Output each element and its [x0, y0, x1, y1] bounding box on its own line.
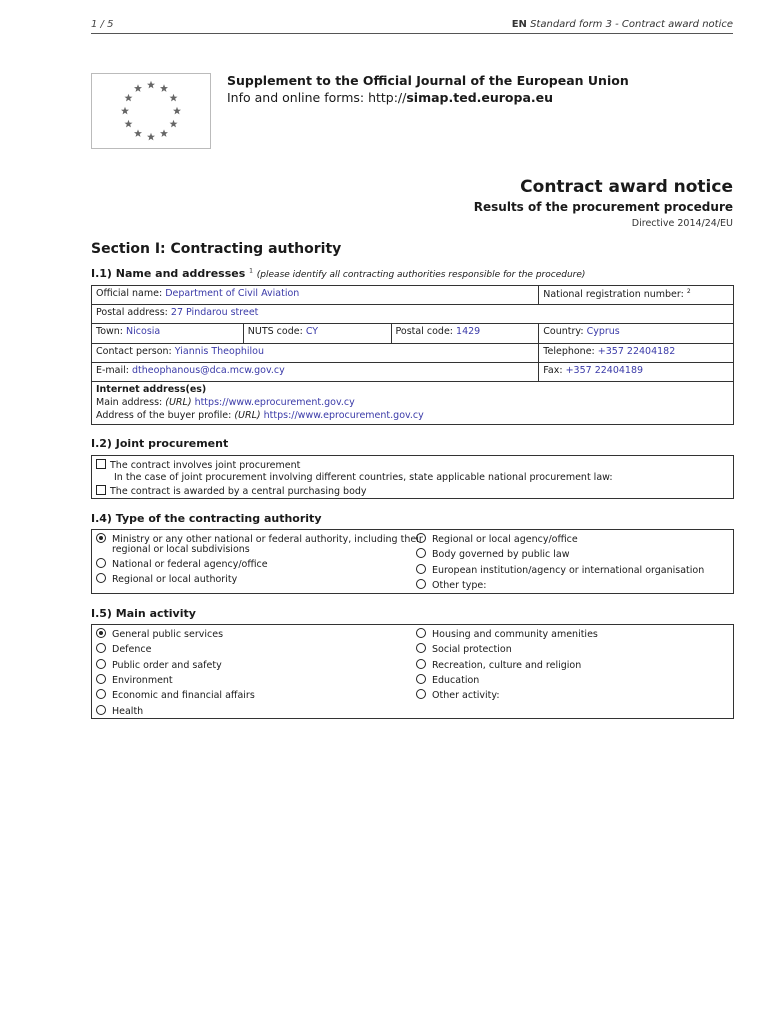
internet-address-cell	[92, 382, 734, 425]
eu-star-icon	[147, 81, 155, 89]
fax-cell	[539, 363, 734, 382]
notice-title: Contract award notice	[520, 177, 733, 197]
section-title: Section I: Contracting authority	[91, 241, 342, 257]
authority-type-other-label: Other type:	[432, 580, 487, 591]
name-address-table	[91, 285, 734, 425]
activity-defence-radio[interactable]	[96, 643, 106, 653]
activity-education-radio[interactable]	[416, 674, 426, 684]
authority-type-other	[416, 579, 486, 592]
activity-environment-radio[interactable]	[96, 674, 106, 684]
i1-title: I.1) Name and addresses	[91, 267, 246, 280]
activity-public-order	[96, 659, 222, 672]
eu-star-icon	[134, 129, 142, 137]
nuts-cell	[243, 324, 391, 344]
authority-type-regional-agency-label: Regional or local agency/office	[432, 534, 578, 545]
supplement-title: Supplement to the Official Journal of the European Union	[227, 73, 629, 88]
info-link[interactable]: simap.ted.europa.eu	[406, 90, 554, 105]
activity-economic	[96, 689, 255, 702]
authority-type-ministry-label: Ministry or any other national or federal authority, including their	[112, 534, 423, 545]
authority-type-regional-authority-label: Regional or local authority	[112, 574, 238, 585]
i1-footnote-mark: 1	[249, 267, 253, 275]
form-name	[512, 19, 733, 30]
eu-star-icon	[160, 84, 168, 92]
telephone-cell	[539, 344, 734, 363]
postal-code-label: Postal code:	[395, 326, 453, 337]
i5-title: I.5) Main activity	[91, 607, 196, 620]
activity-health-label: Health	[112, 706, 144, 717]
authority-type-box	[91, 529, 734, 594]
activity-housing-label: Housing and community amenities	[432, 629, 598, 640]
activity-social-protection	[416, 643, 512, 656]
joint-procurement-checkbox[interactable]	[96, 459, 106, 469]
activity-education	[416, 674, 479, 687]
buyer-url-label: (URL)	[234, 410, 261, 421]
eu-star-icon	[160, 129, 168, 137]
authority-type-national-agency-radio[interactable]	[96, 558, 106, 568]
i2-title: I.2) Joint procurement	[91, 437, 229, 450]
fax-label: Fax:	[543, 365, 563, 376]
town-cell	[92, 324, 244, 344]
contact-person-label: Contact person:	[96, 346, 172, 357]
authority-type-ministry-cont: regional or local subdivisions	[112, 544, 250, 555]
activity-defence-label: Defence	[112, 644, 152, 655]
telephone-value: +357 22404182	[597, 346, 676, 357]
central-purchasing-option	[96, 485, 367, 498]
authority-type-public-law	[416, 548, 569, 561]
authority-type-regional-agency	[416, 533, 578, 546]
authority-type-regional-agency-radio[interactable]	[416, 533, 426, 543]
postal-address-value: 27 Pindarou street	[170, 307, 259, 318]
activity-public-order-label: Public order and safety	[112, 660, 222, 671]
postal-address-label: Postal address:	[96, 307, 168, 318]
country-cell	[539, 324, 734, 344]
national-registration-label: National registration number:	[543, 289, 684, 301]
activity-other-radio[interactable]	[416, 689, 426, 699]
email-label: E-mail:	[96, 365, 129, 376]
buyer-profile-row	[96, 409, 729, 422]
activity-education-label: Education	[432, 675, 480, 686]
authority-type-ministry-radio[interactable]	[96, 533, 106, 543]
eu-star-icon	[170, 94, 178, 102]
official-name-label: Official name:	[96, 288, 163, 299]
main-address-row	[96, 396, 729, 409]
joint-procurement-box	[91, 455, 734, 499]
activity-recreation	[416, 659, 581, 672]
activity-general-public	[96, 628, 223, 641]
authority-type-public-law-radio[interactable]	[416, 548, 426, 558]
town-value: Nicosia	[126, 326, 161, 337]
national-registration-footnote: 2	[686, 288, 691, 295]
authority-type-regional-authority-radio[interactable]	[96, 573, 106, 583]
national-registration-cell	[539, 286, 734, 305]
i4-title: I.4) Type of the contracting authority	[91, 512, 322, 525]
eu-star-icon	[121, 107, 129, 115]
activity-environment-label: Environment	[112, 675, 173, 686]
activity-general-public-radio[interactable]	[96, 628, 106, 638]
page-number: 1 / 5	[91, 19, 114, 30]
eu-flag-logo	[91, 73, 211, 149]
postal-address-cell	[92, 305, 734, 324]
activity-environment	[96, 674, 173, 687]
activity-housing	[416, 628, 598, 641]
nuts-value: CY	[305, 326, 319, 337]
central-purchasing-checkbox[interactable]	[96, 485, 106, 495]
fax-value: +357 22404189	[565, 365, 644, 376]
eu-star-icon	[147, 133, 155, 141]
main-activity-box	[91, 624, 734, 719]
activity-general-public-label: General public services	[112, 629, 224, 640]
authority-type-public-law-label: Body governed by public law	[432, 549, 570, 560]
eu-stars-icon	[92, 74, 210, 148]
main-address-link[interactable]: https://www.eprocurement.gov.cy	[194, 397, 355, 408]
authority-type-european	[416, 564, 704, 577]
telephone-label: Telephone:	[543, 346, 595, 357]
internet-address-title: Internet address(es)	[96, 384, 207, 395]
activity-recreation-label: Recreation, culture and religion	[432, 660, 582, 671]
authority-type-european-label: European institution/agency or international organisation	[432, 565, 705, 576]
header-divider	[91, 33, 733, 34]
activity-economic-radio[interactable]	[96, 689, 106, 699]
authority-type-european-radio[interactable]	[416, 564, 426, 574]
notice-subtitle: Results of the procurement procedure	[473, 200, 733, 214]
eu-star-icon	[124, 94, 132, 102]
activity-other-label: Other activity:	[432, 690, 500, 701]
activity-social-protection-label: Social protection	[432, 644, 512, 655]
main-address-label: Main address:	[96, 397, 163, 408]
country-label: Country:	[543, 326, 584, 337]
activity-health	[96, 705, 143, 718]
official-name-value: Department of Civil Aviation	[165, 288, 300, 299]
form-name-text: Standard form 3 - Contract award notice	[530, 19, 733, 30]
email-link[interactable]: dtheophanous@dca.mcw.gov.cy	[132, 365, 285, 376]
contact-person-cell	[92, 344, 539, 363]
activity-defence	[96, 643, 151, 656]
eu-star-icon	[170, 120, 178, 128]
activity-public-order-radio[interactable]	[96, 659, 106, 669]
eu-star-icon	[124, 120, 132, 128]
authority-type-regional-authority	[96, 573, 237, 586]
postal-code-value: 1429	[456, 326, 481, 337]
authority-type-national-agency-label: National or federal agency/office	[112, 559, 268, 570]
authority-type-national-agency	[96, 558, 268, 571]
nuts-label: NUTS code:	[247, 326, 303, 337]
central-purchasing-label: The contract is awarded by a central purchasing body	[110, 486, 367, 497]
activity-recreation-radio[interactable]	[416, 659, 426, 669]
buyer-profile-link[interactable]: https://www.eprocurement.gov.cy	[263, 410, 424, 421]
town-label: Town:	[96, 326, 123, 337]
language-code: EN	[511, 19, 527, 30]
activity-economic-label: Economic and financial affairs	[112, 690, 255, 701]
joint-procurement-label: The contract involves joint procurement	[110, 460, 301, 471]
buyer-profile-label: Address of the buyer profile:	[96, 410, 232, 421]
i1-note: (please identify all contracting authorities responsible for the procedure)	[256, 270, 586, 280]
joint-procurement-note: In the case of joint procurement involving different countries, state applicable national procurement law:	[114, 472, 613, 483]
email-cell	[92, 363, 539, 382]
activity-other	[416, 689, 500, 702]
authority-type-other-radio[interactable]	[416, 579, 426, 589]
contact-person-value: Yiannis Theophilou	[174, 346, 265, 357]
directive: Directive 2014/24/EU	[631, 218, 733, 229]
info-prefix: Info and online forms: http://	[227, 90, 407, 105]
joint-procurement-option	[96, 459, 300, 472]
subsection-i1-title	[91, 267, 585, 280]
supplement-info	[227, 90, 553, 105]
main-url-label: (URL)	[165, 397, 192, 408]
country-value: Cyprus	[586, 326, 620, 337]
official-name-cell	[92, 286, 539, 305]
postal-code-cell	[391, 324, 539, 344]
activity-health-radio[interactable]	[96, 705, 106, 715]
activity-housing-radio[interactable]	[416, 628, 426, 638]
activity-social-protection-radio[interactable]	[416, 643, 426, 653]
eu-star-icon	[173, 107, 181, 115]
eu-star-icon	[134, 84, 142, 92]
